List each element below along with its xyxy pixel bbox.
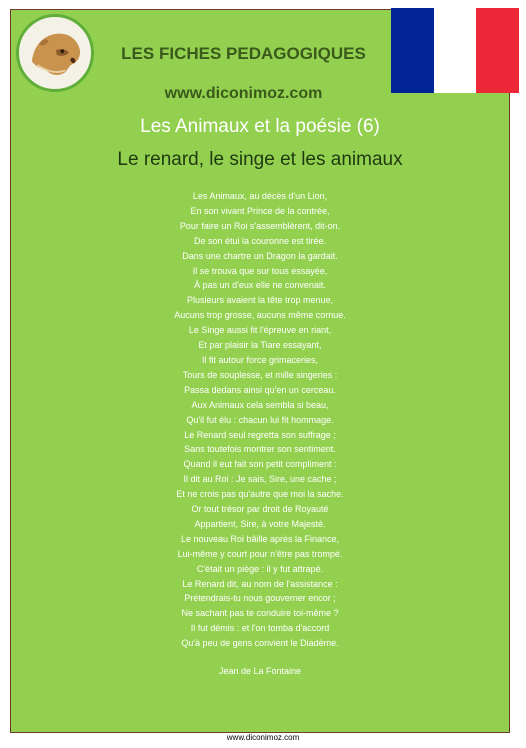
poem-line: Qu'il fut élu : chacun lui fit hommage.: [186, 414, 334, 425]
poem-line: À pas un d'eux elle ne convenait.: [194, 280, 326, 291]
footer-website-link[interactable]: www.diconimoz.com: [226, 733, 300, 742]
poem-line: Or tout trésor par droit de Royauté: [191, 504, 329, 515]
flag-red-stripe: [476, 8, 519, 93]
poem-line: Il dit au Roi : Je sais, Sire, une cache ;: [183, 474, 337, 485]
poem-line: Et ne crois pas qu'autre que moi la sache.: [176, 489, 344, 500]
poem-line: Ne sachant pas te conduire toi-même ?: [181, 608, 339, 619]
fiche-page: [10, 9, 510, 733]
poem-text: [11, 189, 509, 651]
poem-line: Passa dedans ainsi qu'en un cerceau.: [184, 384, 336, 395]
poem-line: Sans toutefois montrer son sentiment.: [184, 444, 336, 455]
poem-line: Plusieurs avaient la tête trop menue,: [186, 295, 334, 306]
poem-line: Qu'à peu de gens convient le Diadème.: [181, 638, 339, 649]
poem-line: Lui-même y court pour n'être pas trompé.: [177, 548, 343, 559]
poem-line: Le Renard dit, au nom de l'assistance :: [182, 578, 338, 589]
poem-line: Quand il eut fait son petit compliment :: [183, 459, 337, 470]
poem-line: Le nouveau Roi bâille après la Finance,: [180, 533, 340, 544]
poem-author: Jean de La Fontaine: [218, 666, 302, 676]
poem-line: Et par plaisir la Tiare essayant,: [198, 340, 322, 351]
poem-line: En son vivant Prince de la contrée,: [190, 205, 330, 216]
series-title: LES FICHES PEDAGOGIQUES: [121, 44, 366, 63]
poem-line: Les Animaux, au décès d'un Lion,: [192, 191, 328, 201]
poem-line: Prétendrais-tu nous gouverner encor ;: [184, 593, 336, 604]
poem-line: Il se trouva que sur tous essayée,: [192, 265, 328, 276]
poem-line: Le Renard seul regretta son suffrage ;: [184, 429, 336, 440]
page-subtitle: Le renard, le singe et les animaux: [117, 149, 403, 170]
poem-line: Il fut démis : et l'on tomba d'accord: [190, 623, 330, 634]
poem-line: Il fit autour force grimaceries,: [201, 354, 319, 365]
poem-line: C'était un piège : il y fut attrapé.: [196, 563, 324, 574]
poem-line: Aucuns trop grosse, aucuns même cornue.: [174, 310, 346, 321]
poem-line: Tours de souplesse, et mille singeries :: [182, 369, 338, 380]
poem-line: Le Singe aussi fit l'épreuve en riant,: [188, 325, 332, 336]
page-title: Les Animaux et la poésie (6): [140, 116, 380, 137]
poem-line: Dans une chartre un Dragon la gardait.: [182, 250, 338, 261]
poem-line: Appartient, Sire, à votre Majesté.: [194, 518, 326, 529]
poem-line: Aux Animaux cela sembla si beau,: [191, 399, 329, 410]
poem-line: Pour faire un Roi s'assemblèrent, dit-on.: [179, 220, 341, 231]
poem-line: De son étui la couronne est tirée.: [193, 235, 327, 246]
website-link[interactable]: www.diconimoz.com: [164, 85, 323, 102]
